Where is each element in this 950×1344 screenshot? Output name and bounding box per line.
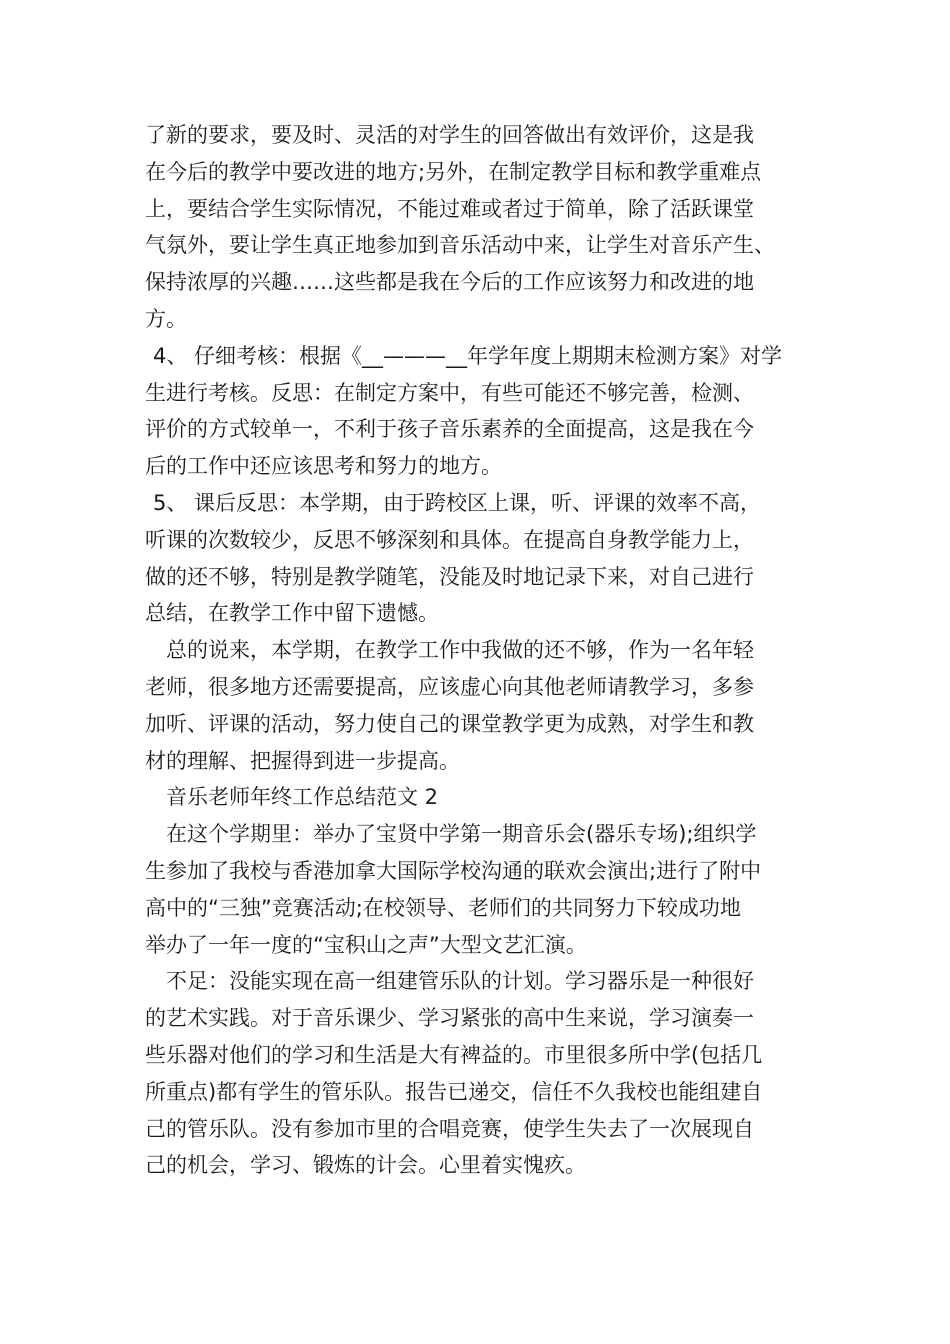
text-line: 听课的次数较少，反思不够深刻和具体。在提高自身教学能力上，	[145, 527, 754, 552]
text-line: 高中的“三独”竞赛活动;在校领导、老师们的共同努力下较成功地	[145, 895, 741, 920]
text-line: 保持浓厚的兴趣……这些都是我在今后的工作应该努力和改进的地	[145, 270, 754, 295]
text-line: 加听、评课的活动，努力使自己的课堂教学更为成熟，对学生和教	[145, 711, 754, 736]
text-line: 后的工作中还应该思考和努力的地方。	[145, 454, 502, 479]
text-line: 所重点)都有学生的管乐队。报告已递交，信任不久我校也能组建自	[145, 1079, 763, 1104]
text-line: 举办了一年一度的“宝积山之声”大型文艺汇演。	[145, 932, 587, 957]
paragraph-start: 不足：没能实现在高一组建管乐队的计划。学习器乐是一种很好	[166, 969, 754, 994]
list-item-4: 4、 仔细考核：根据《__———__年学年度上期期末检测方案》对学	[153, 343, 783, 368]
text-line: 气氛外，要让学生真正地参加到音乐活动中来，让学生对音乐产生、	[145, 233, 775, 258]
text-line: 己的管乐队。没有参加市里的合唱竞赛，使学生失去了一次展现自	[145, 1116, 754, 1141]
text-line: 总结，在教学工作中留下遗憾。	[145, 601, 439, 626]
text-line: 方。	[145, 306, 187, 331]
text-line: 做的还不够，特别是教学随笔，没能及时地记录下来，对自己进行	[145, 564, 754, 589]
text-line: 在今后的教学中要改进的地方;另外，在制定教学目标和教学重难点	[145, 159, 762, 184]
text-line: 了新的要求，要及时、灵活的对学生的回答做出有效评价，这是我	[145, 123, 754, 147]
text-line: 老师，很多地方还需要提高，应该虚心向其他老师请教学习，多参	[145, 674, 754, 699]
text-line: 生参加了我校与香港加拿大国际学校沟通的联欢会演出;进行了附中	[145, 858, 762, 883]
text-line: 材的理解、把握得到进一步提高。	[145, 748, 460, 773]
text-line: 些乐器对他们的学习和生活是大有裨益的。市里很多所中学(包括几	[145, 1042, 763, 1067]
text-line: 己的机会，学习、锻炼的计会。心里着实愧疚。	[145, 1153, 586, 1178]
list-item-5: 5、 课后反思：本学期，由于跨校区上课，听、评课的效率不高，	[153, 490, 762, 515]
text-line: 的艺术实践。对于音乐课少、学习紧张的高中生来说，学习演奏一	[145, 1006, 754, 1031]
text-line: 评价的方式较单一，不利于孩子音乐素养的全面提高，这是我在今	[145, 417, 754, 442]
text-line: 生进行考核。反思：在制定方案中，有些可能还不够完善，检测、	[145, 380, 754, 405]
paragraph-start: 总的说来，本学期，在教学工作中我做的还不够，作为一名年轻	[166, 638, 754, 663]
document-body	[145, 117, 815, 1184]
paragraph-start: 在这个学期里：举办了宝贤中学第一期音乐会(器乐专场);组织学	[166, 822, 757, 847]
text-line: 上，要结合学生实际情况，不能过难或者过于简单，除了活跃课堂	[145, 196, 754, 221]
section-heading: 音乐老师年终工作总结范文 2	[166, 785, 439, 810]
